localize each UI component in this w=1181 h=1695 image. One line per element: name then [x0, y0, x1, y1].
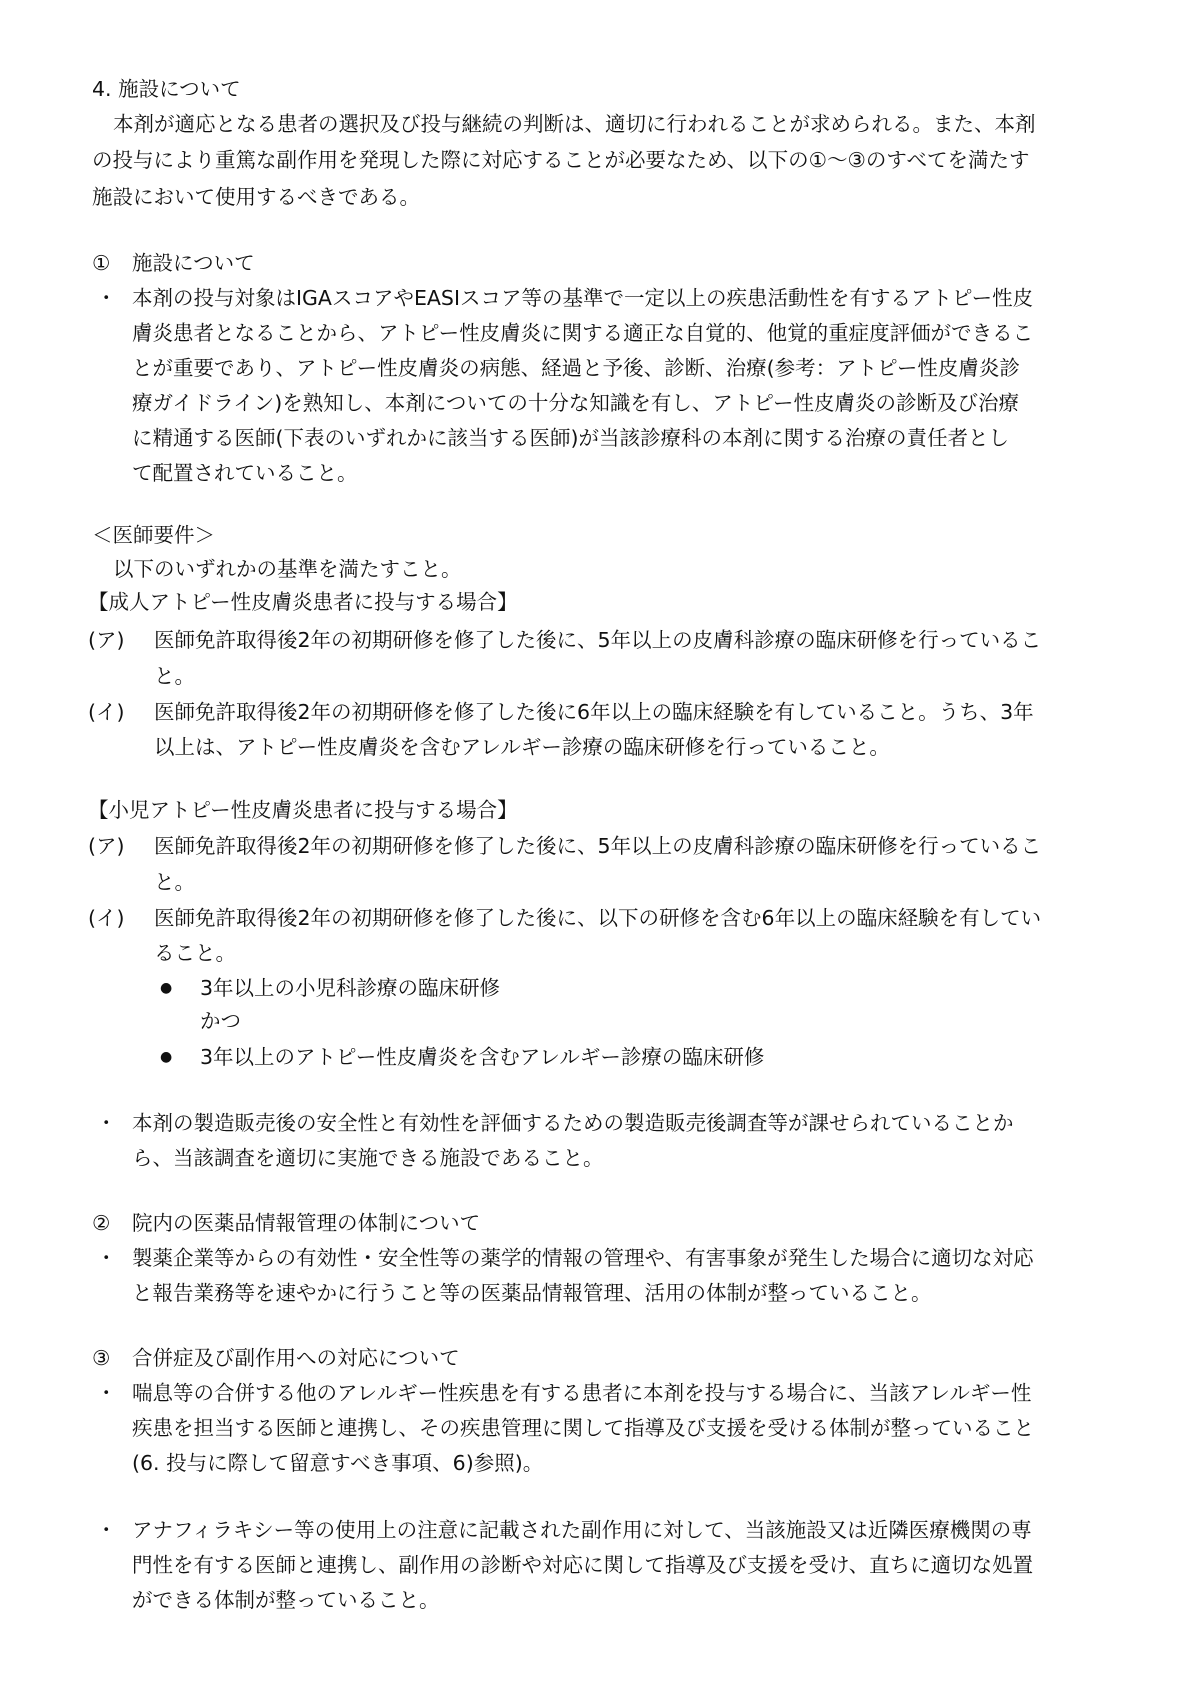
bullet-line: ら、当該調査を適切に実施できる施設であること。	[132, 1146, 604, 1170]
section-heading: 4. 施設について	[92, 77, 241, 101]
bullet-line: 膚炎患者となることから、アトピー性皮膚炎に関する適正な自覚的、他覚的重症度評価ができるこ	[132, 321, 1034, 345]
requirements-intro: 以下のいずれかの基準を満たすこと。	[113, 557, 462, 581]
sub-requirement: 3年以上のアトピー性皮膚炎を含むアレルギー診療の臨床研修	[200, 1045, 765, 1069]
conjunction: かつ	[200, 1009, 241, 1033]
bullet-dot: ●	[160, 1049, 173, 1065]
item-label: (イ)	[88, 906, 125, 930]
requirement-line: と。	[154, 870, 195, 894]
item-label: (イ)	[88, 700, 125, 724]
child-title: 【小児アトピー性皮膚炎患者に投与する場合】	[88, 798, 518, 822]
bullet-line: 製薬企業等からの有効性・安全性等の薬学的情報の管理や、有害事象が発生した場合に適切な対応	[132, 1246, 1034, 1270]
requirement-line: 医師免許取得後2年の初期研修を修了した後に6年以上の臨床経験を有していること。うち、3年	[154, 700, 1034, 724]
intro-line: の投与により重篤な副作用を発現した際に対応することが必要なため、以下の①～③のすべてを満たす	[92, 148, 1030, 172]
bullet-line: 本剤の製造販売後の安全性と有効性を評価するための製造販売後調査等が課せられていることか	[132, 1111, 1014, 1135]
item-label: (ア)	[88, 834, 125, 858]
requirement-line: と。	[154, 664, 195, 688]
item-title: 施設について	[132, 251, 255, 275]
bullet-line: 本剤の投与対象はIGAスコアやEASIスコア等の基準で一定以上の疾患活動性を有するアトピー性皮	[132, 286, 1034, 310]
bullet-line: アナフィラキシー等の使用上の注意に記載された副作用に対して、当該施設又は近隣医療機関の専	[132, 1518, 1032, 1542]
requirement-line: ること。	[154, 941, 236, 965]
intro-line: 本剤が適応となる患者の選択及び投与継続の判断は、適切に行われることが求められる。また、本剤	[113, 112, 1036, 136]
bullet-line: 喘息等の合併する他のアレルギー性疾患を有する患者に本剤を投与する場合に、当該アレルギー性	[132, 1381, 1032, 1405]
sub-requirement: 3年以上の小児科診療の臨床研修	[200, 976, 501, 1000]
requirements-title: ＜医師要件＞	[92, 523, 215, 547]
intro-line: 施設において使用するべきである。	[92, 185, 420, 209]
requirement-line: 以上は、アトピー性皮膚炎を含むアレルギー診療の臨床研修を行っていること。	[154, 735, 890, 759]
item-number: ①	[92, 251, 111, 275]
bullet-mark: ・	[96, 286, 117, 310]
requirement-line: 医師免許取得後2年の初期研修を修了した後に、5年以上の皮膚科診療の臨床研修を行っているこ	[154, 628, 1042, 652]
bullet-line: (6. 投与に際して留意すべき事項、6)参照)。	[132, 1451, 544, 1475]
item-number: ③	[92, 1346, 111, 1370]
bullet-line: 療ガイドライン)を熟知し、本剤についての十分な知識を有し、アトピー性皮膚炎の診断及び治療	[132, 391, 1020, 415]
item-number: ②	[92, 1211, 111, 1235]
bullet-line: とが重要であり、アトピー性皮膚炎の病態、経過と予後、診断、治療(参考：アトピー性皮膚炎診	[132, 356, 1020, 380]
bullet-line: 疾患を担当する医師と連携し、その疾患管理に関して指導及び支援を受ける体制が整っていること	[132, 1416, 1034, 1440]
bullet-line: 門性を有する医師と連携し、副作用の診断や対応に関して指導及び支援を受け、直ちに適切な処置	[132, 1553, 1034, 1577]
item-title: 院内の医薬品情報管理の体制について	[132, 1211, 481, 1235]
item-label: (ア)	[88, 628, 125, 652]
adult-title: 【成人アトピー性皮膚炎患者に投与する場合】	[88, 590, 518, 614]
bullet-line: と報告業務等を速やかに行うこと等の医薬品情報管理、活用の体制が整っていること。	[132, 1281, 932, 1305]
bullet-mark: ・	[96, 1518, 117, 1542]
requirement-line: 医師免許取得後2年の初期研修を修了した後に、5年以上の皮膚科診療の臨床研修を行っているこ	[154, 834, 1042, 858]
bullet-line: ができる体制が整っていること。	[132, 1588, 440, 1612]
bullet-mark: ・	[96, 1381, 117, 1405]
bullet-line: て配置されていること。	[132, 461, 358, 485]
requirement-line: 医師免許取得後2年の初期研修を修了した後に、以下の研修を含む6年以上の臨床経験を有してい	[154, 906, 1042, 930]
bullet-mark: ・	[96, 1246, 117, 1270]
bullet-mark: ・	[96, 1111, 117, 1135]
item-title: 合併症及び副作用への対応について	[132, 1346, 460, 1370]
bullet-line: に精通する医師(下表のいずれかに該当する医師)が当該診療科の本剤に関する治療の責任者とし	[132, 426, 1009, 450]
bullet-dot: ●	[160, 980, 173, 996]
